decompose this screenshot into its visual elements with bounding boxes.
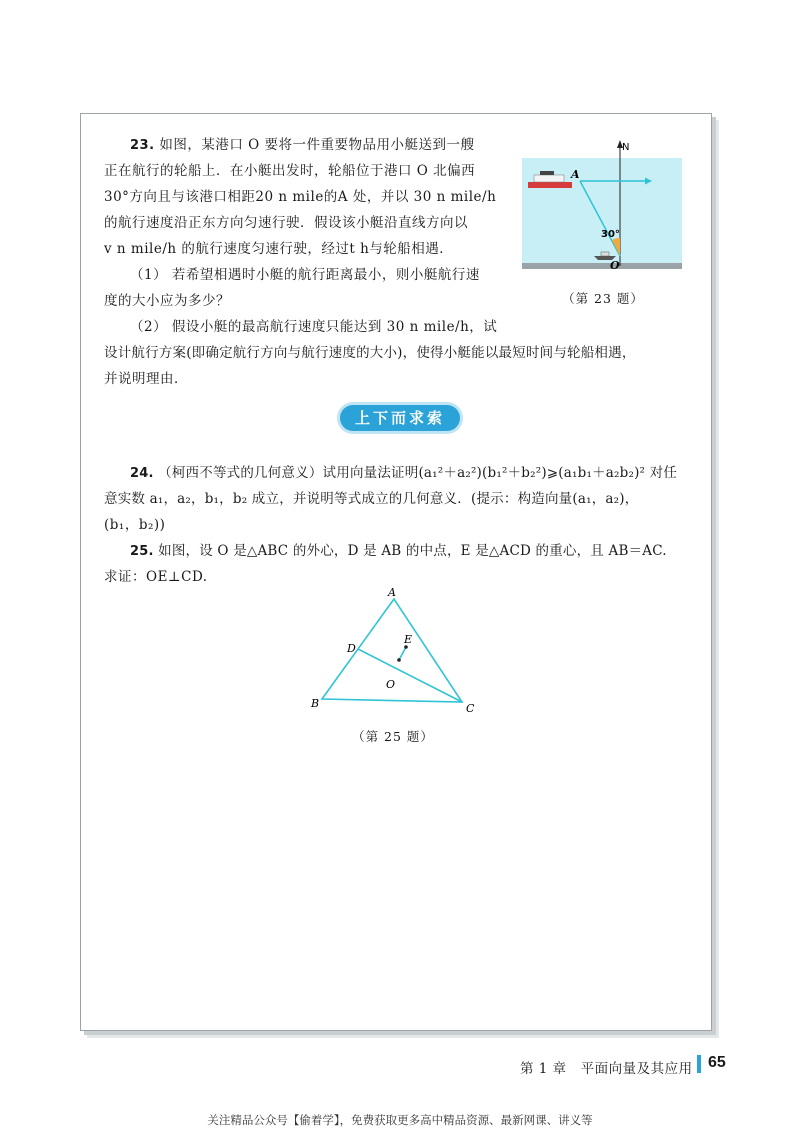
problem23-line3: 30°方向且与该港口相距20 n mile的A 处，并以 30 n mile/h xyxy=(104,189,497,205)
segment-OE xyxy=(399,647,406,660)
footer-accent-bar xyxy=(697,1055,701,1073)
footer-chapter-title: 第 1 章 平面向量及其应用 xyxy=(520,1061,693,1077)
point-O xyxy=(397,658,401,662)
problem23-line2: 正在航行的轮船上．在小艇出发时，轮船位于港口 O 北偏西 xyxy=(104,163,476,179)
label-D: D xyxy=(347,642,356,655)
problem24-line2: 意实数 a₁，a₂，b₁，b₂ 成立，并说明等式成立的几何意义．(提示：构造向量(a₁，a₂)， xyxy=(104,491,639,507)
label-N: N xyxy=(622,142,630,153)
label-B: B xyxy=(311,697,320,710)
label-A: A xyxy=(571,168,580,181)
label-E: E xyxy=(404,633,413,646)
problem23-q1-line2: 度的大小应为多少？ xyxy=(104,293,230,309)
figure-25 xyxy=(300,585,490,715)
shore-line xyxy=(522,263,682,269)
page-number: 65 xyxy=(708,1054,726,1071)
problem25-line2: 求证：OE⊥CD. xyxy=(104,569,208,585)
figure-25-caption: （第 25 题） xyxy=(352,729,434,744)
problem24-line1: 24. （柯西不等式的几何意义）试用向量法证明(a₁²＋a₂²)(b₁²＋b₂²)⩾(a₁b₁＋a₂b₂)² 对任 xyxy=(130,465,678,481)
problem23-number: 23. xyxy=(130,138,155,153)
label-C: C xyxy=(466,702,475,715)
label-O: O xyxy=(386,678,396,691)
figure-23-caption: （第 23 题） xyxy=(562,291,644,306)
label-O: O xyxy=(610,259,620,272)
problem23-line4: 的航行速度沿正东方向匀速行驶．假设该小艇沿直线方向以 xyxy=(104,215,468,231)
watermark-text: 关注精品公众号【偷着学】，免费获取更多高中精品资源、最新网课、讲义等 xyxy=(207,1113,593,1127)
problem24-line3: (b₁，b₂)) xyxy=(104,517,166,533)
problem23-line5: v n mile/h 的航行速度匀速行驶，经过t h与轮船相遇． xyxy=(104,241,454,257)
problem23-line1: 23. 如图，某港口 O 要将一件重要物品用小艇送到一艘 xyxy=(130,137,475,153)
problem23-q2-line1: （2） 假设小艇的最高航行速度只能达到 30 n mile/h，试 xyxy=(130,319,498,335)
segment-CD xyxy=(358,649,462,702)
section-title-badge: 上下而求索 xyxy=(340,405,460,431)
problem23-q2-line2: 设计航行方案(即确定航行方向与航行速度的大小)，使得小艇能以最短时间与轮船相遇， xyxy=(104,345,636,361)
label-A: A xyxy=(388,586,396,599)
problem25-number: 25. xyxy=(130,544,154,559)
problem23-q1-line1: （1） 若希望相遇时小艇的航行距离最小，则小艇航行速 xyxy=(130,267,480,283)
problem25-line1: 25. 如图，设 O 是△ABC 的外心，D 是 AB 的中点，E 是△ACD 的重心，且 AB＝AC. xyxy=(130,543,667,559)
problem24-number: 24. xyxy=(130,466,154,481)
figure-23 xyxy=(522,138,682,280)
problem23-q2-line3: 并说明理由． xyxy=(104,371,188,387)
angle-label: 30° xyxy=(601,229,620,240)
